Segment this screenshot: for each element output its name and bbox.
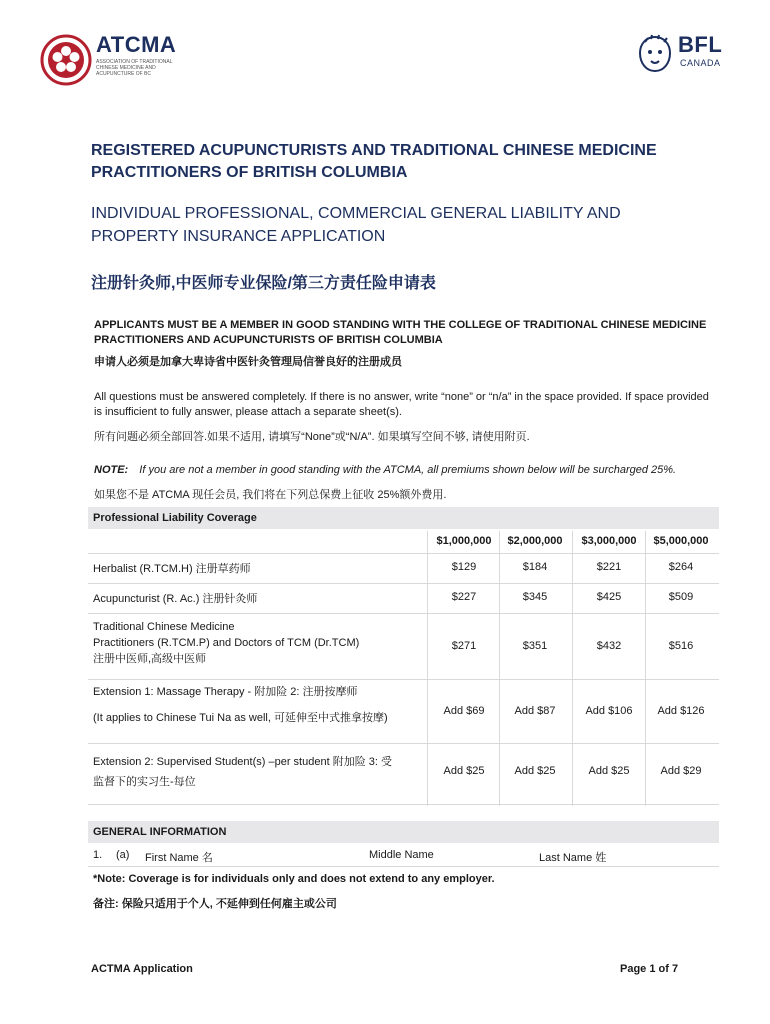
coverage-heading: Professional Liability Coverage	[88, 507, 719, 529]
premium-value: $271	[451, 640, 477, 652]
coverage-row-student-extension	[88, 743, 719, 805]
document-title-chinese: 注册针灸师,中医师专业保险/第三方责任险申请表	[91, 275, 436, 292]
surcharge-note-text: If you are not a member in good standing with the ATCMA, all premiums shown below will be surcharged 25%.	[139, 464, 677, 476]
footer-document-name: ACTMA Application	[91, 963, 193, 975]
coverage-row-herbalist	[88, 553, 719, 583]
coverage-row-label: Extension 2: Supervised Student(s) –per student 附加险 3: 受 监督下的实习生-每位	[93, 756, 392, 788]
limit-header: $2,000,000	[507, 535, 563, 547]
coverage-row-acupuncturist	[88, 583, 719, 613]
coverage-row-label: Extension 1: Massage Therapy - 附加险 2: 注册按摩师 (It applies to Chinese Tui Na as well, 可延伸至中式推拿按摩)	[93, 686, 388, 724]
coverage-row-label: Acupuncturist (R. Ac.) 注册针灸师	[93, 593, 258, 605]
document-title: REGISTERED ACUPUNCTURISTS AND TRADITIONAL CHINESE MEDICINE PRACTITIONERS OF BRITISH COLUMBIA	[91, 142, 657, 181]
premium-value: Add $25	[588, 765, 630, 777]
instructions-chinese: 所有问题必须全部回答.如果不适用, 请填写“None”或“N/A”. 如果填写空间不够, 请使用附页.	[94, 431, 530, 443]
premium-value: $425	[596, 591, 622, 603]
coverage-limits-header	[88, 531, 719, 553]
coverage-table	[88, 531, 719, 805]
premium-value: Add $25	[443, 765, 485, 777]
premium-value: $227	[451, 591, 477, 603]
table-divider	[645, 531, 646, 806]
premium-value: $509	[668, 591, 694, 603]
limit-header: $3,000,000	[581, 535, 637, 547]
premium-value: Add $106	[585, 705, 633, 717]
premium-value: Add $126	[657, 705, 705, 717]
premium-value: $432	[596, 640, 622, 652]
table-divider	[499, 531, 500, 806]
premium-value: $129	[451, 561, 477, 573]
bfl-logo	[636, 32, 746, 76]
surcharge-note-chinese: 如果您不是 ATCMA 现任会员, 我们将在下列总保费上征收 25%额外费用.	[94, 489, 447, 501]
coverage-row-label: Traditional Chinese Medicine Practitioners (R.TCM.P) and Doctors of TCM (Dr.TCM) 注册中医师,高级中医师	[93, 621, 360, 665]
atcma-logo-tagline: ASSOCIATION OF TRADITIONAL CHINESE MEDICINE AND ACUPUNCTURE OF BC	[96, 59, 173, 77]
premium-value: $264	[668, 561, 694, 573]
first-name-field[interactable]: First Name 名	[145, 852, 213, 864]
premium-value: Add $87	[514, 705, 556, 717]
page-number: Page 1 of 7	[620, 963, 679, 975]
premium-value: $345	[522, 591, 548, 603]
bfl-logo-sub: CANADA	[680, 58, 721, 68]
premium-value: Add $69	[443, 705, 485, 717]
surcharge-note	[94, 464, 714, 476]
instructions: All questions must be answered completely. If there is no answer, write “none” or “n/a” in the space provided. If space provided is insufficient to fully answer, please attach a separate sheet(s).	[94, 391, 709, 418]
bfl-logo-text: BFL	[678, 32, 723, 57]
coverage-note-chinese: 备注: 保险只适用于个人, 不延伸到任何雇主或公司	[93, 898, 337, 910]
last-name-field[interactable]: Last Name 姓	[539, 852, 607, 864]
document-subtitle: INDIVIDUAL PROFESSIONAL, COMMERCIAL GENERAL LIABILITY AND PROPERTY INSURANCE APPLICATION	[91, 205, 621, 245]
premium-value: $351	[522, 640, 548, 652]
item-letter: (a)	[116, 849, 130, 861]
name-row	[88, 845, 719, 867]
note-label: NOTE:	[94, 464, 129, 476]
limit-header: $5,000,000	[653, 535, 709, 547]
atcma-logo-text: ATCMA	[96, 32, 177, 57]
lion-icon	[636, 34, 674, 74]
coverage-row-massage-extension	[88, 679, 719, 743]
middle-name-field[interactable]: Middle Name	[369, 849, 434, 861]
premium-value: $516	[668, 640, 694, 652]
coverage-row-label: Herbalist (R.TCM.H) 注册草药师	[93, 563, 251, 575]
coverage-note: *Note: Coverage is for individuals only and does not extend to any employer.	[93, 873, 495, 885]
premium-value: Add $29	[660, 765, 702, 777]
item-number: 1.	[93, 849, 103, 861]
table-divider	[572, 531, 573, 806]
membership-requirement: APPLICANTS MUST BE A MEMBER IN GOOD STANDING WITH THE COLLEGE OF TRADITIONAL CHINESE MEDICINE PRACTITIONERS AND ACUPUNCTURISTS OF BRITISH COLUMBIA	[94, 319, 707, 346]
limit-header: $1,000,000	[436, 535, 492, 547]
premium-value: $184	[522, 561, 548, 573]
atcma-seal-icon	[40, 34, 92, 86]
premium-value: $221	[596, 561, 622, 573]
premium-value: Add $25	[514, 765, 556, 777]
coverage-row-tcm-practitioner	[88, 613, 719, 679]
table-divider	[427, 531, 428, 806]
atcma-logo	[40, 30, 180, 90]
general-information-heading: GENERAL INFORMATION	[88, 821, 719, 843]
membership-requirement-chinese: 申请人必须是加拿大卑诗省中医针灸管理局信誉良好的注册成员	[94, 356, 402, 368]
